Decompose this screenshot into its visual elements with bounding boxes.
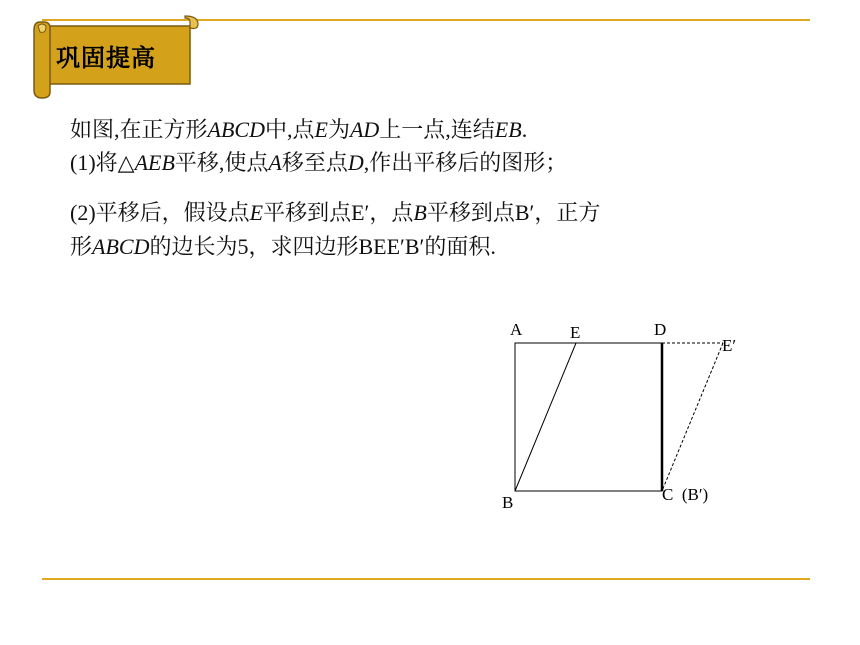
- problem-line-4: 形ABCD的边长为5，求四边形BEE′B′的面积.: [70, 234, 496, 259]
- bottom-rule: [42, 578, 810, 580]
- segment-eb: [515, 343, 576, 491]
- problem-line-2: (1)将△AEB平移,使点A移至点D,作出平移后的图形；: [70, 150, 568, 175]
- square-abcd: [515, 343, 662, 491]
- label-a: A: [510, 320, 523, 339]
- label-d: D: [654, 320, 667, 339]
- label-b: B: [502, 493, 514, 512]
- label-e: E: [570, 323, 581, 342]
- label-c-b-prime: C (B′): [662, 485, 709, 504]
- geometry-figure: [490, 310, 760, 520]
- problem-line-3: (2)平移后，假设点E平移到点E′，点B平移到点B′，正方: [70, 200, 601, 225]
- problem-line-1: 如图,在正方形ABCD中,点E为AD上一点,连结EB.: [70, 117, 528, 142]
- segment-e-prime-c: [662, 343, 723, 491]
- section-title: 巩固提高: [56, 44, 156, 72]
- label-e-prime: E′: [722, 336, 737, 355]
